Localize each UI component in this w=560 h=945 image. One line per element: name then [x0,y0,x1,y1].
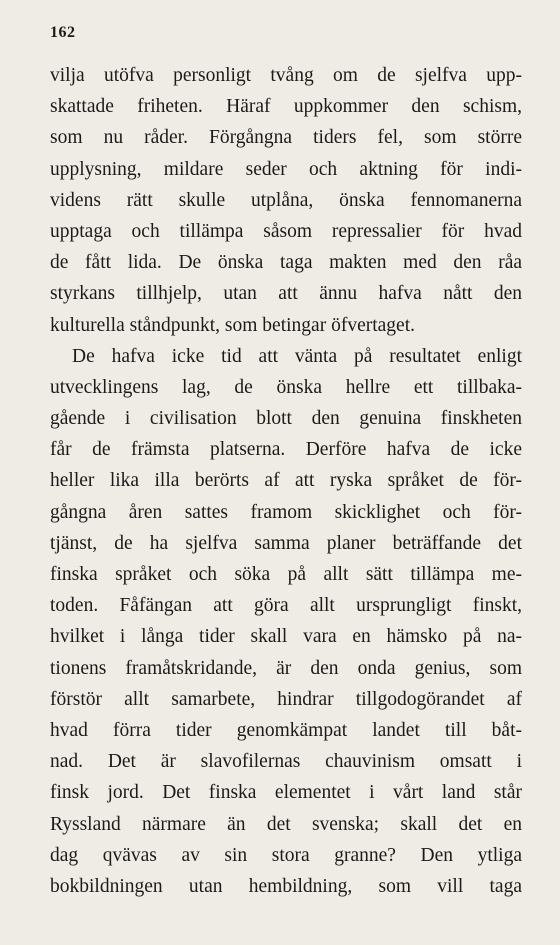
text-line: finsk jord. Det finska elementet i vårt land står [50,782,522,804]
text-line: nad. Det är slavofilernas chauvinism omsatt i [50,751,522,773]
text-line: de fått lida. De önska taga makten med den råa [50,252,522,274]
text-line: tionens framåtskridande, är den onda genius, som [50,657,522,679]
body-text [50,60,522,902]
text-line: gångna åren sattes framom skicklighet och för- [50,501,522,523]
text-line: videns rätt skulle utplåna, önska fennomanerna [50,189,522,211]
text-line: hvad förra tider genomkämpat landet till båt- [50,719,522,741]
text-line: skattade friheten. Häraf uppkommer den schism, [50,96,522,118]
text-line: bokbildningen utan hembildning, som vill taga [50,875,522,897]
text-line: finska språket och söka på allt sätt tillämpa me- [50,564,522,585]
text-line: förstör allt samarbete, hindrar tillgodogörandet af [50,688,522,710]
text-line: som nu råder. Förgångna tiders fel, som större [50,127,522,149]
text-line: toden. Fåfängan att göra allt ursprungligt finskt, [50,595,522,617]
page-number: 162 [50,24,76,41]
text-line: gående i civilisation blott den genuina finskheten [50,408,522,430]
text-line: dag qvävas av sin stora granne? Den ytliga [50,844,522,866]
text-line: får de främsta platserna. Derföre hafva de icke [50,439,522,461]
text-line: Ryssland närmare än det svenska; skall det en [50,813,522,835]
text-line: heller lika illa berörts af att ryska språket de för- [50,470,522,492]
text-line: vilja utöfva personligt tvång om de sjelfva upp- [50,65,522,86]
text-line: utvecklingens lag, de önska hellre ett tillbaka- [50,376,522,398]
text-line: upptaga och tillämpa såsom repressalier för hvad [50,220,522,242]
text-line: tjänst, de ha sjelfva samma planer beträffande det [50,532,522,554]
text-line: kulturella ståndpunkt, som betingar öfvertaget. [50,314,415,336]
text-line: styrkans tillhjelp, utan att ännu hafva nått den [50,283,522,305]
text-line: hvilket i långa tider skall vara en hämsko på na- [50,626,522,648]
text-line: upplysning, mildare seder och aktning för indi- [50,158,522,180]
text-line: De hafva icke tid att vänta på resultatet enligt [72,345,522,367]
